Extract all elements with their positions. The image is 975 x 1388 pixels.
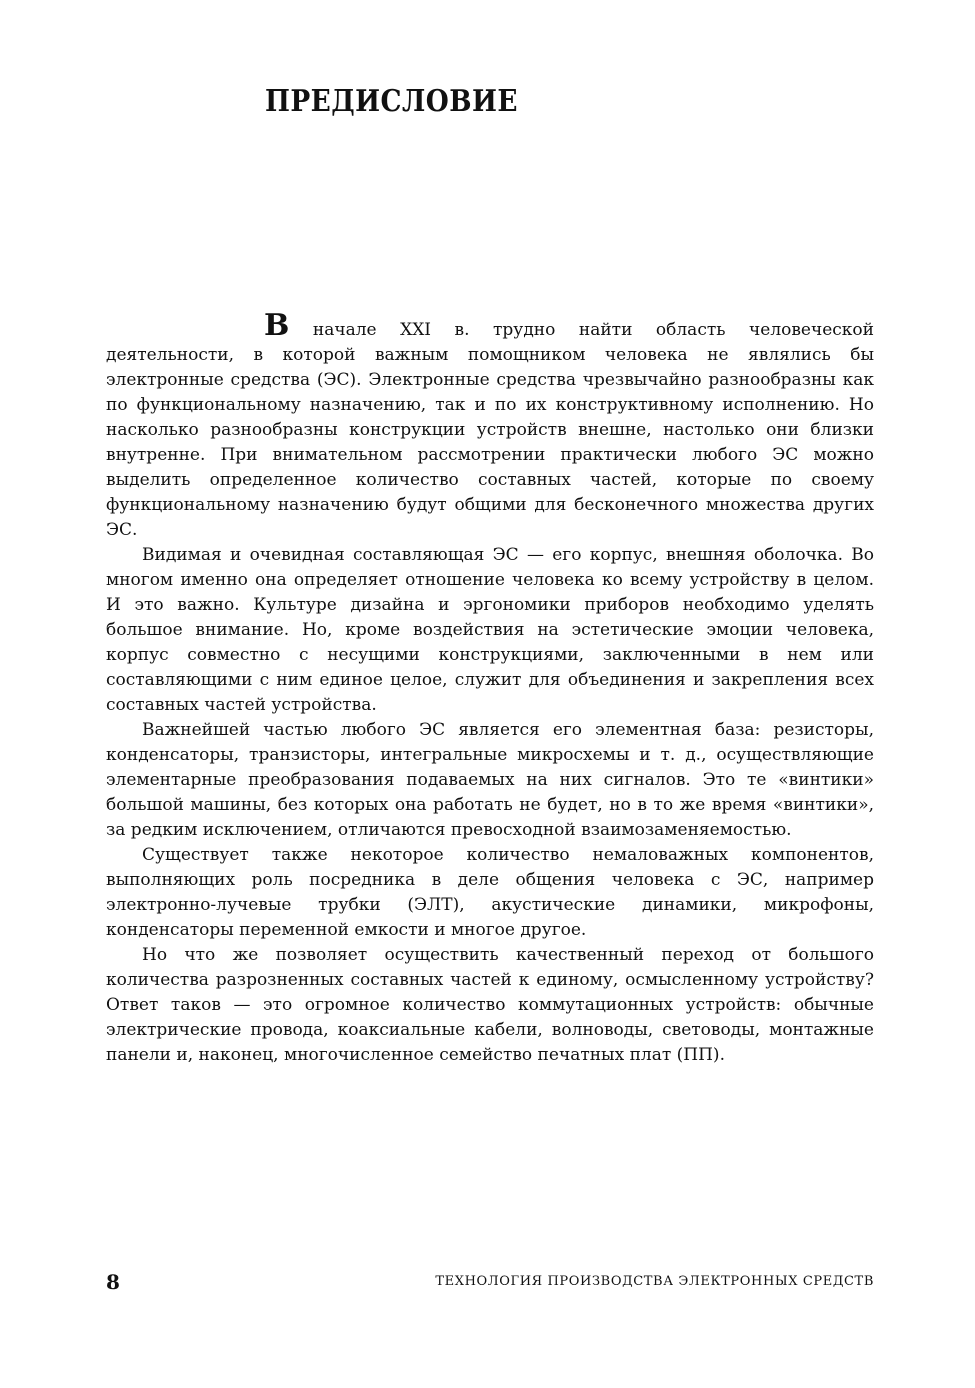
running-title: ТЕХНОЛОГИЯ ПРОИЗВОДСТВА ЭЛЕКТРОННЫХ СРЕДСТВ [435, 1274, 874, 1289]
paragraph-interface: Существует также некоторое количество немаловажных компонентов, выполняющих роль посредника в деле общения человека с ЭС, например электронно-лучевые трубки (ЭЛТ), акустические динамики, микрофоны, конденсаторы переменной емкости и многое другое. [106, 845, 874, 940]
page-footer [106, 1270, 874, 1294]
intro-text: начале XXI в. трудно найти область человеческой деятельности, в которой важным помощником человека не являлись бы электронные средства (ЭС). Электронные средства чрезвычайно разнообразны как по функциональному назначению, так и по их конструктивному исполнению. Но насколько разнообразны конструкции устройств внешне, настолько они близки внутренне. При внимательном рассмотрении практически любого ЭС можно выделить определенное количество составных частей, которые по своему функциональному назначению будут общими для бесконечного множества других ЭС. [106, 320, 874, 540]
intro-paragraph [106, 308, 874, 543]
paragraph-interconnect: Но что же позволяет осуществить качественный переход от большого количества разрозненных составных частей к единому, осмысленному устройству? Ответ таков — это огромное количество коммутационных устройств: обычные электрические провода, коаксиальные кабели, волноводы, световоды, монтажные панели и, наконец, многочисленное семейство печатных плат (ПП). [106, 945, 874, 1065]
initial-letter: В [264, 308, 290, 343]
page-number: 8 [106, 1270, 120, 1294]
page-title: ПРЕДИСЛОВИЕ [265, 84, 518, 119]
body-text [106, 308, 874, 1068]
paragraph-enclosure: Видимая и очевидная составляющая ЭС — его корпус, внешняя оболочка. Во многом именно она определяет отношение человека ко всему устройству в целом. И это важно. Культуре дизайна и эргономики приборов необходимо уделять большое внимание. Но, кроме воздействия на эстетические эмоции человека, корпус совместно с несущими конструкциями, заключенными в нем или составляющими с ним единое целое, служит для объединения и закрепления всех составных частей устройства. [106, 545, 874, 715]
paragraph-components: Важнейшей частью любого ЭС является его элементная база: резисторы, конденсаторы, транзисторы, интегральные микросхемы и т. д., осуществляющие элементарные преобразования подаваемых на них сигналов. Это те «винтики» большой машины, без которых она работать не будет, но в то же время «винтики», за редким исключением, отличаются превосходной взаимозаменяемостью. [106, 720, 874, 840]
